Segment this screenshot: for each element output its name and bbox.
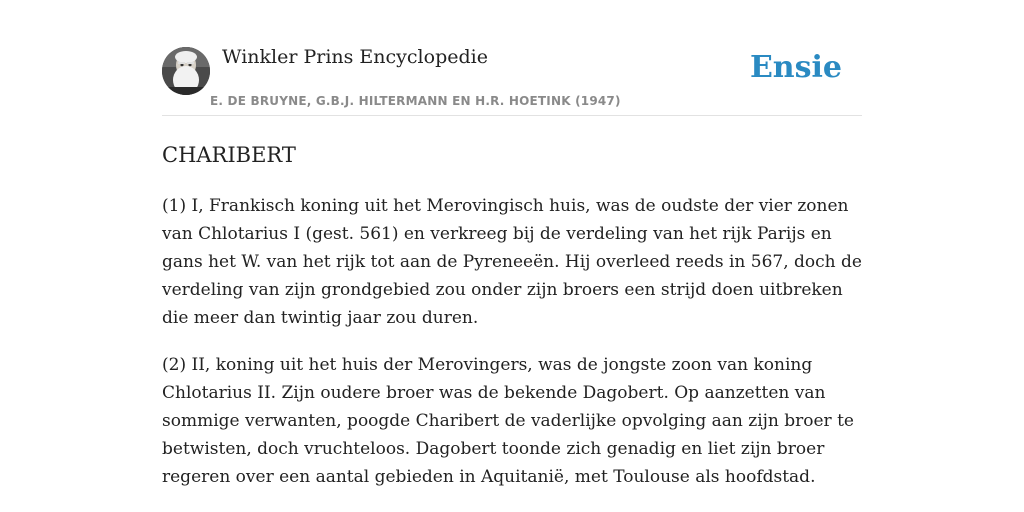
publication-title[interactable]: Winkler Prins Encyclopedie bbox=[222, 46, 488, 68]
article-title: CHARIBERT bbox=[162, 143, 296, 167]
author-avatar[interactable] bbox=[162, 47, 210, 95]
encyclopedia-header bbox=[162, 44, 862, 116]
authors-line: E. DE BRUYNE, G.B.J. HILTERMANN EN H.R. HOETINK (1947) bbox=[210, 94, 621, 108]
header-divider bbox=[162, 115, 862, 116]
article-body bbox=[162, 140, 867, 510]
article-paragraph-2: (2) II, koning uit het huis der Merovingers, was de jongste zoon van koning Chlotarius II. Zijn oudere broer was de bekende Dagobert. Op aanzetten van sommige verwanten, poogde Charibert de vaderlijke opvolging aan zijn broer te betwisten, doch vruchteloos. Dagobert toonde zich genadig en liet zijn broer regeren over een aantal gebieden in Aquitanië, met Toulouse als hoofdstad. bbox=[162, 355, 854, 487]
ensie-logo-link[interactable]: Ensie bbox=[749, 50, 842, 85]
bearded-man-portrait-icon bbox=[162, 47, 210, 95]
article-paragraph-1: (1) I, Frankisch koning uit het Merovingisch huis, was de oudste der vier zonen van Chlotarius I (gest. 561) en verkreeg bij de verdeling van het rijk Parijs en gans het W. van het rijk tot aan de Pyreneeën. Hij overleed reeds in 567, doch de verdeling van zijn grondgebied zou onder zijn broers een strijd doen uitbreken die meer dan twintig jaar zou duren. bbox=[162, 196, 862, 328]
